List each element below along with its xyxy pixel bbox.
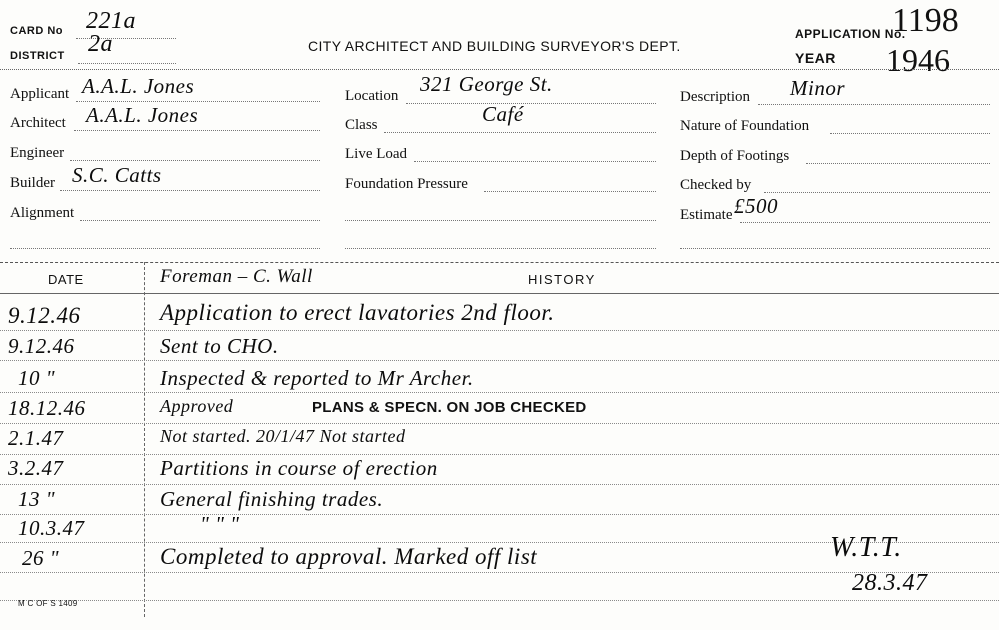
checked-by-line xyxy=(764,192,990,193)
district-value: 2a xyxy=(88,31,113,57)
row-line xyxy=(0,600,999,601)
col2-blank-line xyxy=(345,220,656,221)
history-row-date: 9.12.46 xyxy=(8,334,75,358)
architect-label: Architect xyxy=(10,115,66,131)
depth-of-footings-line xyxy=(806,163,990,164)
application-label: APPLICATION No. xyxy=(795,27,906,41)
builder-value: S.C. Catts xyxy=(72,163,162,187)
class-value: Café xyxy=(482,102,524,126)
nature-of-foundation-line xyxy=(830,133,990,134)
history-row-date: 18.12.46 xyxy=(8,396,86,420)
row-line xyxy=(0,484,999,485)
description-value: Minor xyxy=(790,76,845,100)
history-row-text: Sent to CHO. xyxy=(160,334,279,358)
history-row-text: Inspected & reported to Mr Archer. xyxy=(160,366,474,390)
year-label: YEAR xyxy=(795,50,836,66)
date-header: DATE xyxy=(48,272,84,287)
row-line xyxy=(0,514,999,515)
fields-divider xyxy=(0,262,999,263)
engineer-label: Engineer xyxy=(10,145,65,161)
applicant-value: A.A.L. Jones xyxy=(82,74,195,98)
history-row-text: Approved xyxy=(160,396,234,416)
history-row-text: Partitions in course of erection xyxy=(160,456,438,480)
history-row-date: 3.2.47 xyxy=(8,456,64,480)
live-load-line xyxy=(414,161,656,162)
class-line xyxy=(384,132,656,133)
estimate-label: Estimate xyxy=(680,207,733,223)
row-line xyxy=(0,423,999,424)
estimate-line xyxy=(740,222,990,223)
history-row-date: 10.3.47 xyxy=(18,516,85,540)
blank-line-1 xyxy=(10,248,320,249)
history-header: HISTORY xyxy=(528,272,596,287)
history-row-text: Completed to approval. Marked off list xyxy=(160,544,538,569)
blank-line-3 xyxy=(680,248,990,249)
district-label: DISTRICT xyxy=(10,50,65,62)
live-load-label: Live Load xyxy=(345,146,408,162)
department-title: CITY ARCHITECT AND BUILDING SURVEYOR'S DEPT. xyxy=(308,38,681,54)
form-code: M C OF S 1409 xyxy=(18,599,78,608)
history-header-rule xyxy=(0,293,999,294)
history-row-date: 13 " xyxy=(18,487,56,511)
history-row-date: 2.1.47 xyxy=(8,426,64,450)
history-row-text: " " " xyxy=(200,512,240,536)
description-label: Description xyxy=(680,89,750,105)
architect-line xyxy=(74,130,320,131)
row-line xyxy=(0,454,999,455)
foreman-note: Foreman – C. Wall xyxy=(160,266,313,287)
alignment-line xyxy=(80,220,320,221)
builder-line xyxy=(60,190,320,191)
history-row-text: Application to erect lavatories 2nd floor. xyxy=(160,300,555,325)
approval-stamp: PLANS & SPECN. ON JOB CHECKED xyxy=(312,399,587,416)
row-line xyxy=(0,360,999,361)
row-line xyxy=(0,330,999,331)
header-divider xyxy=(0,69,999,70)
history-row-date: 26 " xyxy=(22,546,60,570)
class-label: Class xyxy=(345,117,378,133)
date-column-divider xyxy=(144,262,145,617)
completion-date: 28.3.47 xyxy=(852,570,928,596)
foundation-pressure-line xyxy=(484,191,656,192)
description-line xyxy=(758,104,990,105)
district-line xyxy=(78,63,176,64)
depth-of-footings-label: Depth of Footings xyxy=(680,148,790,164)
card-no-label: CARD No xyxy=(10,25,63,37)
year-value: 1946 xyxy=(886,42,950,78)
estimate-value: £500 xyxy=(734,194,778,218)
row-line xyxy=(0,572,999,573)
location-label: Location xyxy=(345,88,399,104)
history-row-date: 9.12.46 xyxy=(8,303,81,328)
engineer-line xyxy=(70,160,320,161)
applicant-line xyxy=(76,101,320,102)
alignment-label: Alignment xyxy=(10,205,75,221)
inspector-initials: W.T.T. xyxy=(830,532,902,563)
location-value: 321 George St. xyxy=(420,72,553,96)
history-row-text: General finishing trades. xyxy=(160,487,384,511)
checked-by-label: Checked by xyxy=(680,177,752,193)
history-row-date: 10 " xyxy=(18,366,56,390)
foundation-pressure-label: Foundation Pressure xyxy=(345,176,468,192)
applicant-label: Applicant xyxy=(10,86,70,102)
row-line xyxy=(0,392,999,393)
application-number: 1198 xyxy=(892,2,959,39)
blank-line-2 xyxy=(345,248,656,249)
location-line xyxy=(406,103,656,104)
nature-of-foundation-label: Nature of Foundation xyxy=(680,118,810,134)
history-row-text: Not started. 20/1/47 Not started xyxy=(160,426,406,446)
card-no-value: 221a xyxy=(86,8,136,34)
architect-value: A.A.L. Jones xyxy=(86,103,199,127)
builder-label: Builder xyxy=(10,175,55,191)
